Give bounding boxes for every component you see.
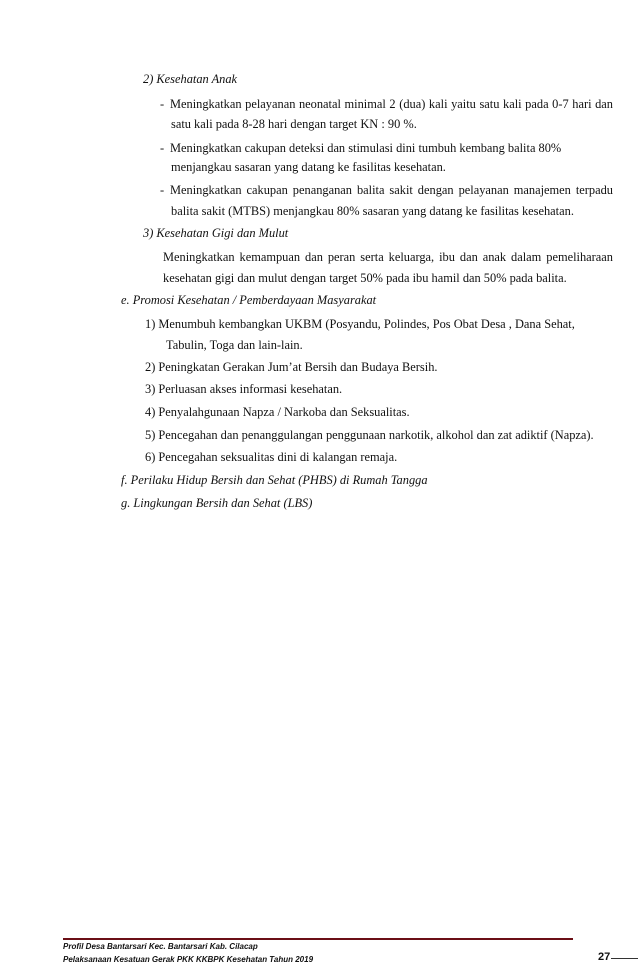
list-item-continuation: Tabulin, Toga dan lain-lain. xyxy=(166,338,303,352)
paragraph-line: kesehatan gigi dan mulut dengan target 50% pada ibu hamil dan 50% pada balita. xyxy=(163,271,567,285)
footer-divider xyxy=(63,938,573,940)
bullet-dash: - xyxy=(160,97,165,111)
list-item: 2) Peningkatan Gerakan Jum’at Bersih dan Budaya Bersih. xyxy=(145,360,438,374)
list-item: 3) Perluasan akses informasi kesehatan. xyxy=(145,382,343,396)
paragraph-line: Meningkatkan kemampuan dan peran serta keluarga, ibu dan anak dalam pemeliharaan xyxy=(163,250,613,264)
list-item-continuation: menjangkau sasaran yang datang ke fasilitas kesehatan. xyxy=(171,160,446,174)
footer-subtitle: Pelaksanaan Kesatuan Gerak PKK KKBPK Kesehatan Tahun 2019 xyxy=(63,955,314,964)
list-item-continuation: balita sakit (MTBS) menjangkau 80% sasaran yang datang ke fasilitas kesehatan. xyxy=(171,204,574,218)
footer-title: Profil Desa Bantarsari Kec. Bantarsari Kab. Cilacap xyxy=(63,942,258,951)
list-item xyxy=(160,141,561,156)
list-item-continuation: satu kali pada 8-28 hari dengan target KN : 90 %. xyxy=(171,117,417,131)
section-heading-lbs: g. Lingkungan Bersih dan Sehat (LBS) xyxy=(121,496,313,510)
bullet-dash: - xyxy=(160,141,165,155)
list-item: 1) Menumbuh kembangkan UKBM (Posyandu, Polindes, Pos Obat Desa , Dana Sehat, xyxy=(145,317,575,331)
list-item xyxy=(160,183,613,198)
list-item: 6) Pencegahan seksualitas dini di kalangan remaja. xyxy=(145,450,398,464)
section-heading-kesehatan-gigi: 3) Kesehatan Gigi dan Mulut xyxy=(143,226,289,240)
section-heading-kesehatan-anak: 2) Kesehatan Anak xyxy=(143,72,238,86)
section-heading-promosi: e. Promosi Kesehatan / Pemberdayaan Masyarakat xyxy=(121,293,377,307)
page-number-rule xyxy=(611,958,638,959)
list-item-text: Meningkatkan pelayanan neonatal minimal 2 (dua) kali yaitu satu kali pada 0-7 hari dan xyxy=(170,97,613,111)
list-item xyxy=(160,97,613,112)
page-number: 27 xyxy=(598,951,611,963)
bullet-dash: - xyxy=(160,183,165,197)
list-item-text: Meningkatkan cakupan deteksi dan stimulasi dini tumbuh kembang balita 80% xyxy=(170,141,562,155)
list-item-text: Meningkatkan cakupan penanganan balita sakit dengan pelayanan manajemen terpadu xyxy=(170,183,613,197)
list-item: 4) Penyalahgunaan Napza / Narkoba dan Seksualitas. xyxy=(145,405,410,419)
section-heading-phbs: f. Perilaku Hidup Bersih dan Sehat (PHBS) di Rumah Tangga xyxy=(121,473,428,487)
list-item: 5) Pencegahan dan penanggulangan penggunaan narkotik, alkohol dan zat adiktif (Napza). xyxy=(145,428,594,442)
